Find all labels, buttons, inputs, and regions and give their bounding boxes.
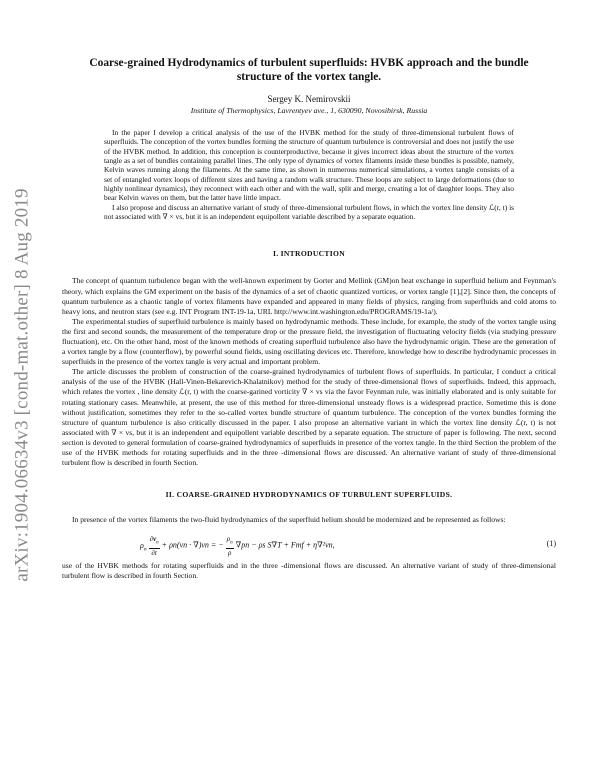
equation-1	[62, 533, 556, 555]
section-heading-coarse-grained: II. COARSE-GRAINED HYDRODYNAMICS OF TURBULENT SUPERFLUIDS.	[165, 490, 453, 500]
abstract-paragraph: In the paper I develop a critical analysis of the use of the HVBK method for the study of three-dimensional turbulent flows of superfluids. The conception of the vortex bundles forming the structure of quantum turbulence is controversial and does not justify the use of the HVBK method. In addition, this conception is counterproductive, because it gives incorrect ideas about the structure of the vortex tangle as a set of bundles containing parallel lines. The only type of dynamics of vortex filaments inside these bundles is possible, namely, Kelvin waves running along the filaments. At the same time, as shown in numerous numerical simulations, a vortex tangle consists of a set of entangled vortex loops of different sizes and having a random walk structure. These loops are subject to large deformations (due to highly nonlinear dynamics), they reconnect with each other and with the wall, split and merge, creating a lot of daughter loops. They also bear Kelvin waves on them, but the latter have little impact.	[104, 128, 514, 203]
arxiv-identifier-text: arXiv:1904.06634v3 [cond-mat.other] 8 Aug 2019	[12, 188, 34, 582]
equation-number: (1)	[546, 539, 556, 549]
body-paragraph: In presence of the vortex filaments the two-fluid hydrodynamics of the superfluid helium should be modernized and be represented as follows:	[72, 515, 506, 525]
body-paragraph: The concept of quantum turbulence began with the well-known experiment by Gorter and Mellink (GM)on heat exchange in superfluid helium and Feynman's theory, which explains the GM experiment on the basis of the dynamics of a set of chaotic quantized vortices, or vortex tangle [1],[2]. Since then, the concepts of quantum turbulence as a chaotic tangle of vortex filaments have expanded and appeared in many fields of physics, ranging from superfluids and cold atoms to heavy ions, and neutron stars (see e.g. INT Program INT-19-1a, URL http://www.int.washington.edu/PROGRAMS/19-1a/).	[62, 276, 556, 316]
section-heading-introduction: I. INTRODUCTION	[272, 249, 345, 259]
time-derivative-fraction: $\frac{\partial v_n}{\partial t}$	[149, 535, 159, 557]
author-name: Sergey K. Nemirovskii	[267, 94, 351, 104]
equation-math	[140, 535, 335, 556]
section2-body	[62, 515, 556, 525]
equation-tail: ∇pn − ρs S∇T + Fmf + η∇²vn,	[235, 540, 335, 550]
section2-continuation	[62, 561, 556, 581]
density-ratio-fraction: $\frac{\rho_n}{\rho}$	[226, 535, 233, 557]
body-paragraph: The experimental studies of superfluid turbulence is mainly based on hydrodynamic methods. These include, for example, the study of the vortex tangle using the first and second sounds, the measurement of the temperature drop or the pressure field, the investigation of fluctuating velocity fields (via studying pressure fluctuation), etc. On the other hand, most of the known methods of creating superfluid turbulence also have the hydrodynamic origin. These are the generation of a vortex tangle by a flow (counterflow), by powerful sound fields, using oscillating devices etc. Therefore, knowledge how to describe hydrodynamic processes in superfluids in the presence of the vortex tangle is very actual and important problem.	[62, 316, 556, 367]
body-paragraph: use of the HVBK methods for rotating superfluids and in the three -dimensional flows are discussed. An alternative variant of study of three-dimensional turbulent flow is described in fourth Section.	[62, 561, 556, 581]
introduction-body	[62, 276, 556, 468]
equation-middle: + ρn(vn · ∇)vn = −	[161, 540, 226, 550]
equation-symbol-rho: $\rho_n$	[140, 540, 147, 553]
paper-page	[62, 0, 556, 582]
body-paragraph: The article discusses the problem of construction of the coarse-grained hydrodynamics of turbulent flows of superfluids. In particular, I conduct a critical analysis of the use of the HVBK (Hall-Vinen-Bekarevich-Khalatnikov) method for the study of three-dimensional flows of superfluids. Indeed, this approach, which relates the vortex , line density ℒ(r, t) with the coarse-garined vorticity ∇ × vs via the favor Feynman rule, was initially elaborated and is only suitable for rotating stationary cases. Meanwhile, at present, the use of this method for three-dimensional unsteady flows is a widespread practice. Sometime this is done without justification, sometimes they refer to the so-called vortex bundle structure of quantum turbulence. The conception of the vortex bundles forming the structure of quantum turbulence is also critically discussed in the paper. I also propose an alternative variant in which the vortex line density ℒ(r, t) is not associated with ∇ × vs, but it is an independent and equipollent variable described by a separate equation. The structure of paper is following. The next, second section is devoted to general formulation of coarse-grained hydrodynamics of superfluids in presence of the vortex tangle. In the third Section the problem of the use of the HVBK methods for rotating superfluids and in the three -dimensional flows are discussed. An alternative variant of study of three-dimensional turbulent flow is described in fourth Section.	[62, 367, 556, 468]
author-affiliation: Institute of Thermophysics, Lavrentyev ave., 1, 630090, Novosibirsk, Russia	[190, 106, 428, 115]
arxiv-identifier-stamp	[10, 170, 36, 600]
paper-title: Coarse-grained Hydrodynamics of turbulent superfluids: HVBK approach and the bundle structure of the vortex tangle.	[89, 57, 529, 83]
abstract	[104, 128, 514, 221]
abstract-paragraph: I also propose and discuss an alternative variant of study of three-dimensional turbulent flows, in which the vortex line density ℒ(r, t) is not associated with ∇ × vs, but it is an independent equipollent variable described by a separate equation.	[104, 202, 514, 222]
